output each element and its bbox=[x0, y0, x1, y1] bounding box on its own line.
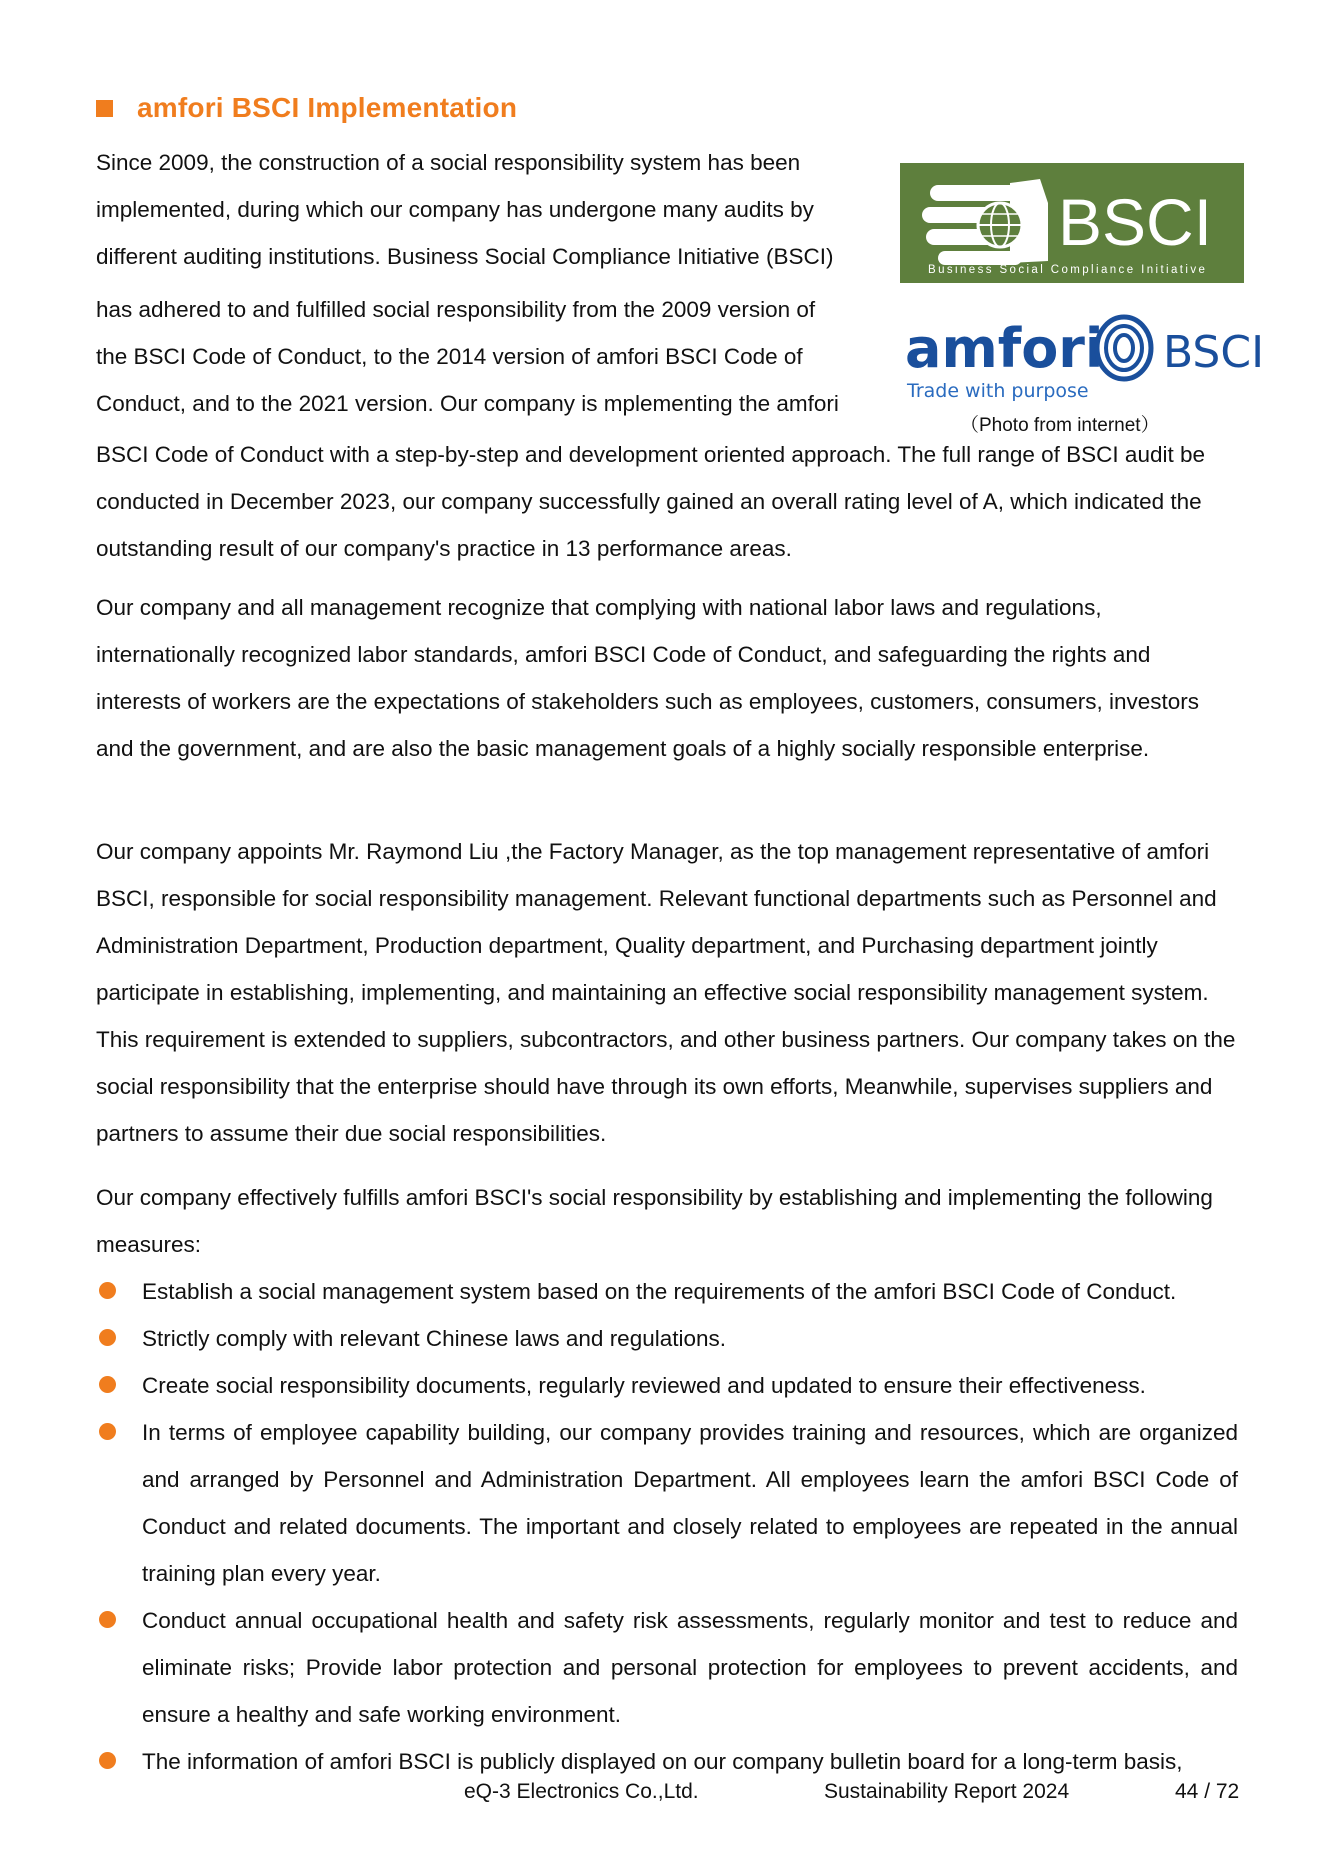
bullet-dot bbox=[99, 1376, 116, 1393]
intro-line: implemented, during which our company has undergone many audits by bbox=[96, 197, 814, 222]
list-item-text: In terms of employee capability building, our company provides training and resources, which are organized and arranged by Personnel and Administration Department. All employees learn the amfori BSCI Code of Conduct and related documents. The important and closely related to employees are repeated in the annual training plan every year. bbox=[142, 1420, 1238, 1586]
list-item bbox=[96, 1315, 1238, 1362]
amfori-bsci-logo bbox=[905, 315, 1265, 410]
bullet-dot bbox=[99, 1611, 116, 1628]
amfori-rings-icon bbox=[1097, 317, 1151, 379]
bsci-logo-subtitle: Business Social Compliance Initiative bbox=[928, 264, 1208, 276]
section-heading bbox=[96, 88, 517, 128]
paragraph-stakeholders bbox=[96, 584, 1238, 772]
intro-line: the BSCI Code of Conduct, to the 2014 version of amfori BSCI Code of bbox=[96, 344, 803, 369]
amfori-logo-text: amfori bbox=[905, 317, 1104, 380]
list-item-text: Conduct annual occupational health and safety risk assessments, regularly monitor and test to reduce and eliminate risks; Provide labor protection and personal protection for employees to prevent accidents, and ensure a healthy and safe working environment. bbox=[142, 1608, 1238, 1727]
intro-paragraph-lines bbox=[96, 139, 896, 427]
bsci-logo-graphic bbox=[900, 163, 1244, 283]
intro-line: Since 2009, the construction of a social responsibility system has been bbox=[96, 150, 801, 175]
intro-line: has adhered to and fulfilled social responsibility from the 2009 version of bbox=[96, 297, 816, 322]
list-item bbox=[96, 1362, 1238, 1409]
amfori-tagline: Trade with purpose bbox=[907, 380, 1089, 402]
list-item-text: Establish a social management system based on the requirements of the amfori BSCI Code of Conduct. bbox=[142, 1279, 1177, 1304]
amfori-bsci-text: BSCI bbox=[1163, 327, 1265, 378]
paragraph-text: Our company appoints Mr. Raymond Liu ,the Factory Manager, as the top management representative of amfori BSCI, responsible for social responsibility management. Relevant functional departments such as Personnel and Administration Department, Production department, Quality department, and Purchasing department jointly participate in establishing, implementing, and maintaining an effective social responsibility management system. This requirement is extended to suppliers, subcontractors, and other business partners. Our company takes on the social responsibility that the enterprise should have through its own efforts, Meanwhile, supervises suppliers and partners to assume their due social responsibilities. bbox=[96, 839, 1236, 1146]
list-item bbox=[96, 1597, 1238, 1738]
amfori-logo-graphic bbox=[905, 315, 1265, 410]
bsci-logo bbox=[900, 163, 1244, 283]
bullet-dot bbox=[99, 1282, 116, 1299]
list-item bbox=[96, 1268, 1238, 1315]
bullet-dot bbox=[99, 1329, 116, 1346]
list-item-text: The information of amfori BSCI is publicly displayed on our company bulletin board for a long-term basis, bbox=[142, 1749, 1183, 1774]
photo-caption: （Photo from internet） bbox=[960, 415, 1160, 436]
paragraph-text: Our company and all management recognize that complying with national labor laws and regulations, internationally recognized labor standards, amfori BSCI Code of Conduct, and safeguarding the rights and interests of workers are the expectations of stakeholders such as employees, customers, consumers, investors and the government, and are also the basic management goals of a highly socially responsible enterprise. bbox=[96, 595, 1199, 761]
footer-report-title: Sustainability Report 2024 bbox=[824, 1780, 1070, 1803]
heading-square-marker bbox=[96, 100, 113, 117]
paragraph-text: Our company effectively fulfills amfori BSCI's social responsibility by establishing and implementing the following measures: bbox=[96, 1185, 1213, 1257]
intro-paragraph-tail bbox=[96, 431, 1238, 572]
list-item bbox=[96, 1409, 1238, 1597]
footer-page-number: 44 / 72 bbox=[1175, 1780, 1240, 1803]
list-item bbox=[96, 1738, 1238, 1785]
paragraph-text: BSCI Code of Conduct with a step-by-step and development oriented approach. The full range of BSCI audit be conducted in December 2023, our company successfully gained an overall rating level of A, which indicated the outstanding result of our company's practice in 13 performance areas. bbox=[96, 442, 1206, 561]
bullet-dot bbox=[99, 1752, 116, 1769]
footer-company: eQ-3 Electronics Co.,Ltd. bbox=[464, 1780, 699, 1803]
section-title: amfori BSCI Implementation bbox=[137, 92, 518, 123]
list-item-text: Create social responsibility documents, regularly reviewed and updated to ensure their effectiveness. bbox=[142, 1373, 1146, 1398]
bsci-logo-text: BSCI bbox=[1058, 185, 1213, 259]
bullet-dot bbox=[99, 1423, 116, 1440]
paragraph-management-representative bbox=[96, 828, 1238, 1157]
paragraph-measures-intro bbox=[96, 1174, 1238, 1268]
intro-line: Conduct, and to the 2021 version. Our company is mplementing the amfori bbox=[96, 391, 839, 416]
list-item-text: Strictly comply with relevant Chinese laws and regulations. bbox=[142, 1326, 727, 1351]
measures-list bbox=[96, 1268, 1238, 1785]
intro-line: different auditing institutions. Business Social Compliance Initiative (BSCI) bbox=[96, 244, 834, 269]
